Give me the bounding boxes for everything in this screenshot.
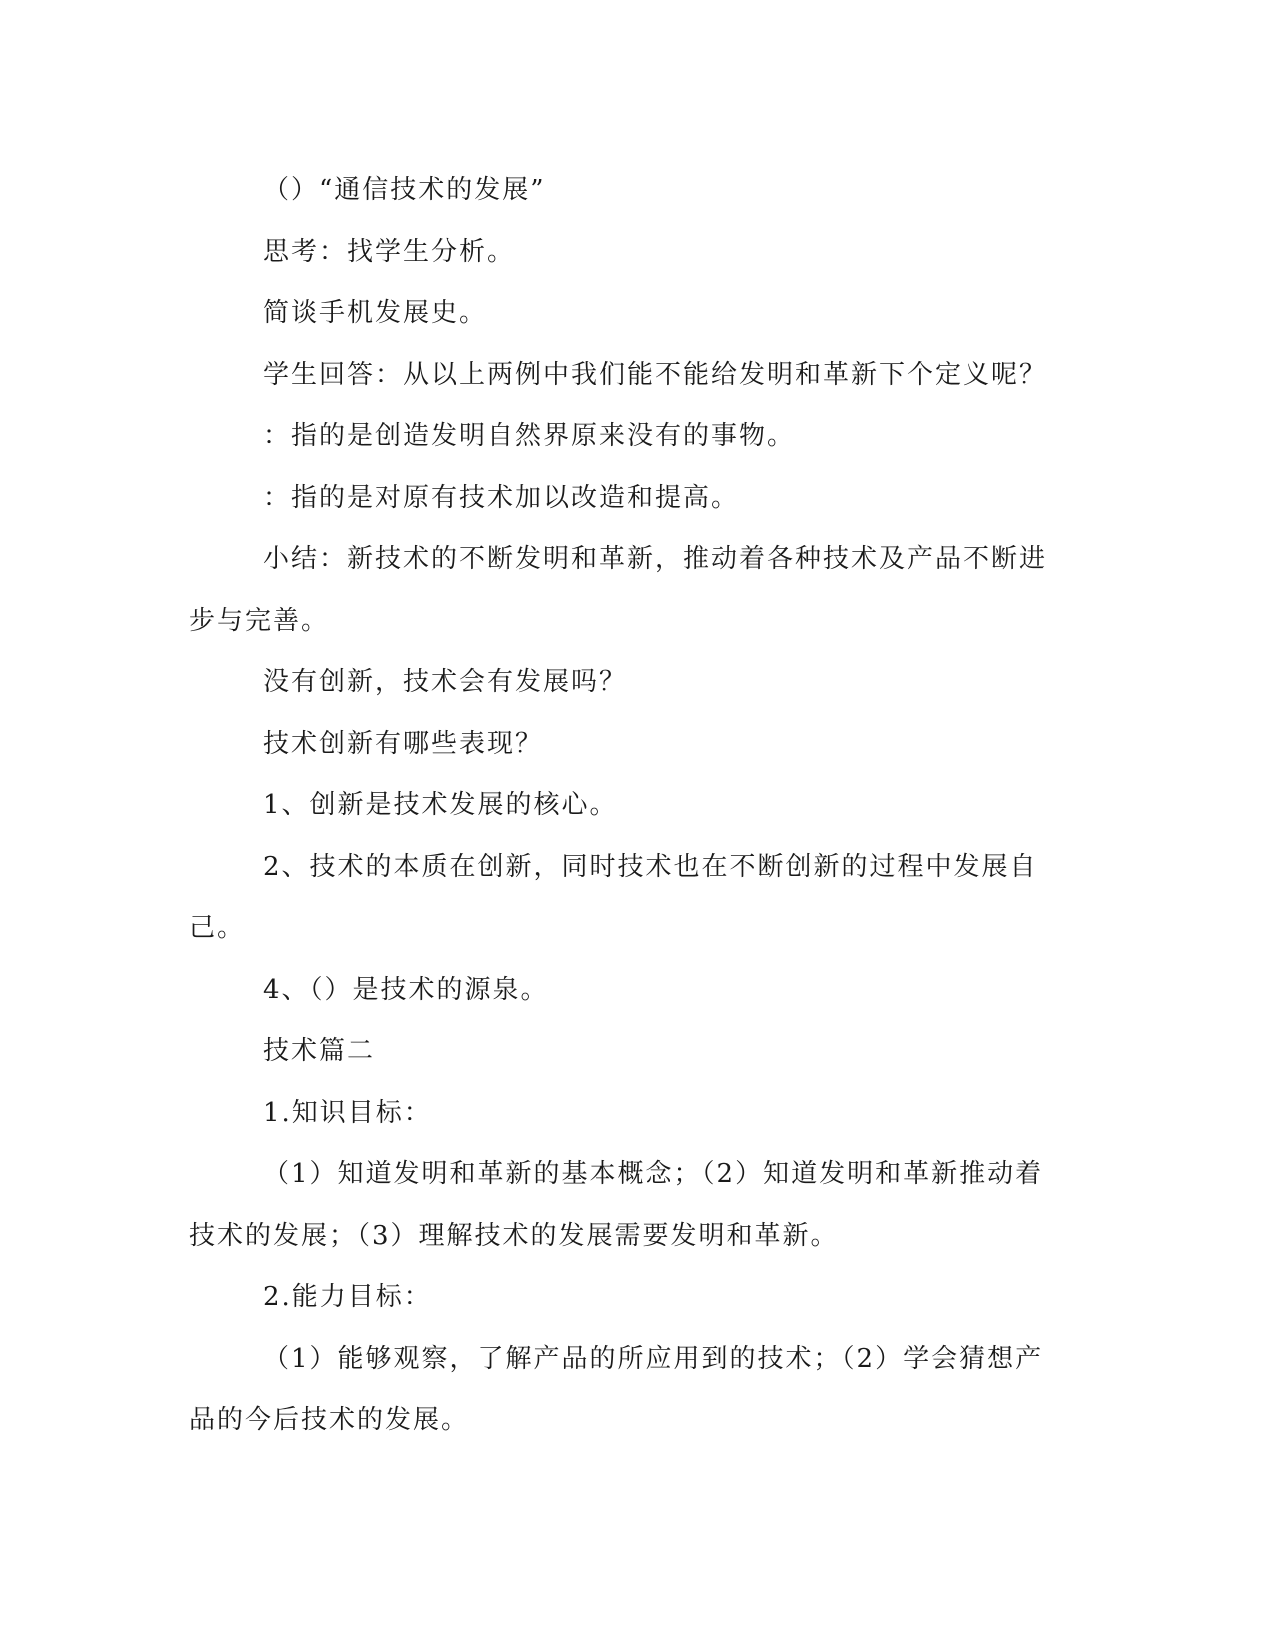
paragraph-7: 小结：新技术的不断发明和革新，推动着各种技术及产品不断进步与完善。 — [189, 544, 1048, 636]
section-heading: 技术篇二 — [263, 1036, 376, 1066]
paragraph-6: ：指的是对原有技术加以改造和提高。 — [263, 482, 740, 513]
paragraph-4: 学生回答：从以上两例中我们能不能给发明和革新下个定义呢？ — [263, 359, 1048, 390]
paragraph-8: 没有创新，技术会有发展吗？ — [263, 667, 628, 697]
paragraph-12: 4、（）是技术的源泉。 — [263, 974, 549, 1005]
document-body — [189, 160, 1069, 1452]
paragraph-5: ：指的是创造发明自然界原来没有的事物。 — [263, 421, 796, 451]
paragraph-16: 2.能力目标： — [263, 1282, 432, 1312]
paragraph-15: （1）知道发明和革新的基本概念；（2）知道发明和革新推动着技术的发展；（3）理解技术的发展需要发明和革新。 — [189, 1159, 1044, 1251]
paragraph-9: 技术创新有哪些表现？ — [263, 728, 544, 759]
paragraph-2: 思考：找学生分析。 — [263, 236, 516, 267]
paragraph-11: 2、技术的本质在创新，同时技术也在不断创新的过程中发展自己。 — [189, 851, 1038, 943]
paragraph-1: （）“通信技术的发展” — [263, 175, 546, 205]
paragraph-17: （1）能够观察，了解产品的所应用到的技术；（2）学会猜想产品的今后技术的发展。 — [189, 1343, 1044, 1435]
paragraph-3: 简谈手机发展史。 — [263, 298, 488, 328]
paragraph-10: 1、创新是技术发展的核心。 — [263, 790, 618, 820]
paragraph-14: 1.知识目标： — [263, 1097, 432, 1128]
